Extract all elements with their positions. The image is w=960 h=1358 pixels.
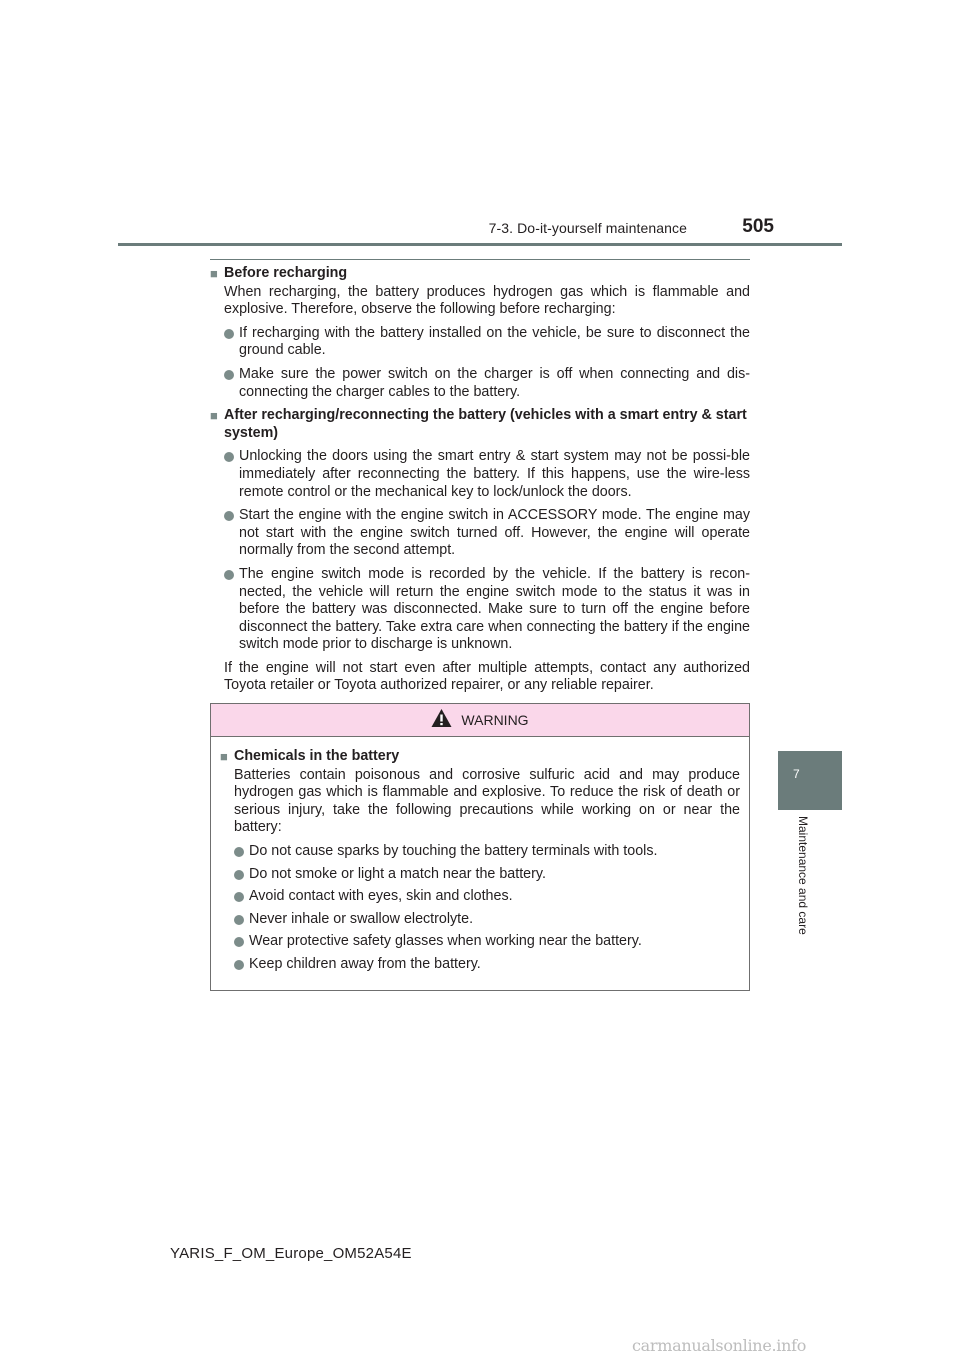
- list-item: Never inhale or swallow electrolyte.: [220, 911, 740, 929]
- list-item: Start the engine with the engine switch in ACCESSORY mode. The engine may not start with the engine switch turned off. However, the engine will operate normally from the second attempt.: [210, 507, 750, 560]
- main-content: [210, 265, 750, 695]
- list-item: The engine switch mode is recorded by the vehicle. If the battery is recon-nected, the vehicle will return the engine switch mode to the status it was in before the battery was disconnected. Make sure to turn off the engine before disconnect the battery. Take extra care when connecting the battery if the engine switch mode prior to discharge is unknown.: [210, 566, 750, 654]
- warning-label: WARNING: [461, 712, 529, 728]
- warning-body: [211, 737, 749, 974]
- warning-box: [210, 703, 750, 991]
- heading-text: After recharging/reconnecting the battery (vehicles with a smart entry & start system): [224, 407, 747, 441]
- header-rule: [118, 243, 842, 246]
- bullet-dot-icon: [224, 370, 234, 380]
- bullet-dot-icon: [234, 847, 244, 857]
- warning-intro: Batteries contain poisonous and corrosive sulfuric acid and may produce hydrogen gas which is flammable and explosive. To reduce the risk of death or serious injury, take the following precautions while working on or near the battery:: [234, 766, 740, 836]
- square-bullet-icon: ■: [210, 408, 218, 424]
- watermark: carmanualsonline.info: [632, 1336, 807, 1355]
- section-intro: When recharging, the battery produces hydrogen gas which is flammable and explosive. Therefore, observe the following before recharging:: [224, 283, 750, 318]
- bullet-dot-icon: [224, 452, 234, 462]
- list-item: Do not cause sparks by touching the battery terminals with tools.: [220, 843, 740, 861]
- bullet-dot-icon: [234, 937, 244, 947]
- chapter-title: Maintenance and care: [796, 816, 810, 935]
- page-number: 505: [742, 216, 774, 237]
- list-item: Unlocking the doors using the smart entry & start system may not be possi-ble immediately after reconnecting the battery. If this happens, use the wire-less remote control or the mechanical key to lock/unlock the doors.: [210, 448, 750, 501]
- square-bullet-icon: ■: [220, 749, 228, 764]
- bullet-dot-icon: [224, 570, 234, 580]
- content-rule: [210, 259, 750, 260]
- bullet-dot-icon: [234, 915, 244, 925]
- bullet-dot-icon: [224, 511, 234, 521]
- section-header: 7-3. Do-it-yourself maintenance: [488, 220, 687, 236]
- bullet-dot-icon: [234, 960, 244, 970]
- heading-text: Before recharging: [224, 265, 348, 281]
- list-item: Make sure the power switch on the charger is off when connecting and dis-connecting the charger cables to the battery.: [210, 366, 750, 401]
- square-bullet-icon: ■: [210, 266, 218, 281]
- document-code: YARIS_F_OM_Europe_OM52A54E: [170, 1245, 412, 1262]
- bullet-dot-icon: [224, 329, 234, 339]
- list-item: If recharging with the battery installed on the vehicle, be sure to disconnect the ground cable.: [210, 325, 750, 360]
- list-item: Wear protective safety glasses when working near the battery.: [220, 933, 740, 951]
- closing-paragraph: If the engine will not start even after multiple attempts, contact any authorized Toyota retailer or Toyota authorized repairer, or any reliable repairer.: [224, 659, 750, 694]
- warning-triangle-icon: [431, 708, 452, 728]
- section-heading-before: [210, 265, 750, 283]
- list-item: Keep children away from the battery.: [220, 956, 740, 974]
- heading-text: Chemicals in the battery: [234, 748, 400, 764]
- bullet-dot-icon: [234, 870, 244, 880]
- section-heading-after: [210, 407, 750, 442]
- bullet-dot-icon: [234, 892, 244, 902]
- chapter-tab[interactable]: [778, 751, 842, 810]
- chapter-number: 7: [793, 767, 800, 781]
- warning-header: [211, 704, 749, 737]
- warning-heading: [220, 748, 740, 766]
- list-item: Do not smoke or light a match near the battery.: [220, 866, 740, 884]
- list-item: Avoid contact with eyes, skin and clothes.: [220, 888, 740, 906]
